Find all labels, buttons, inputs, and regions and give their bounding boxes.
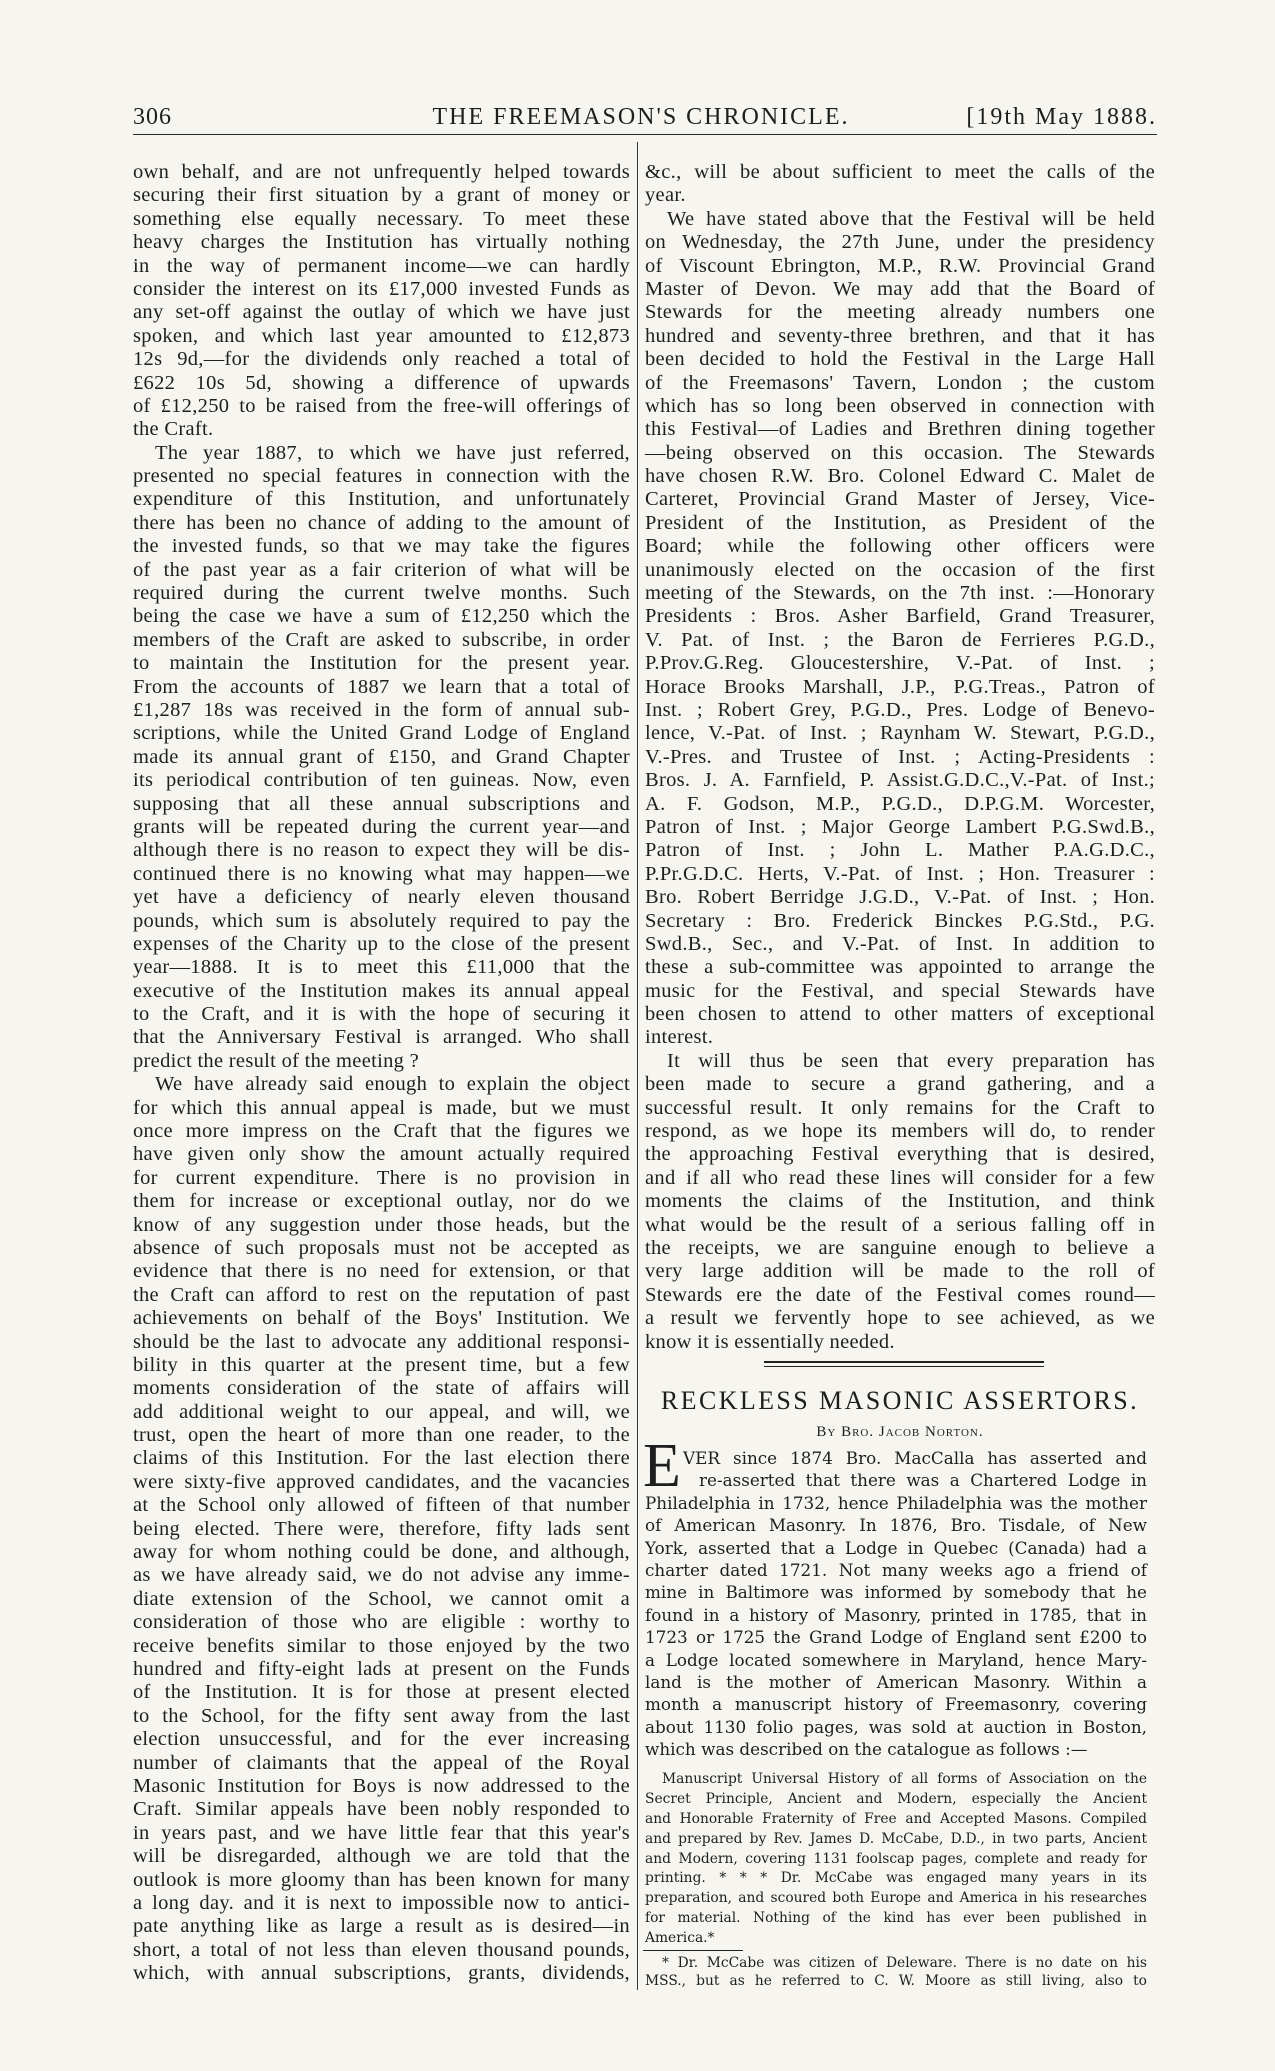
text-line: year—1888. It is to meet this £11,000 that the: [133, 956, 630, 979]
text-line: of the past year as a fair criterion of what will be: [133, 558, 630, 581]
text-line: its periodical contribution of ten guineas. Now, even: [133, 769, 630, 792]
text-line: Masonic Institution for Boys is now addressed to the: [133, 1774, 630, 1797]
text-line: We have already said enough to explain the object: [155, 1073, 630, 1096]
text-line: on Wednesday, the 27th June, under the presidency: [645, 231, 1155, 254]
text-line: land is the mother of American Masonry. Within a: [645, 1671, 1147, 1692]
text-line: to maintain the Institution for the present year.: [133, 652, 630, 675]
text-line: MSS., but as he referred to C. W. Moore as still living, also to: [645, 1973, 1147, 1990]
text-line: know of any suggestion under those heads, but the: [133, 1213, 630, 1236]
text-line: It will thus be seen that every preparation has: [667, 1049, 1155, 1072]
text-line: the invested funds, so that we may take the figures: [133, 535, 630, 558]
text-line: pounds, which sum is absolutely required to pay the: [133, 909, 630, 932]
text-line: that the Anniversary Festival is arranged. Who shall: [133, 1026, 630, 1049]
text-line: the Craft.: [133, 418, 214, 441]
text-line: the approaching Festival everything that is desired,: [645, 1143, 1155, 1166]
text-line: as we have already said, we do not advise any imme-: [133, 1564, 630, 1587]
text-line: Stewards for the meeting already numbers one: [645, 301, 1155, 324]
article-body: [645, 1447, 1147, 1760]
text-line: Secret Principle, Ancient and Modern, especially the Ancient: [645, 1790, 1147, 1807]
paragraph: [133, 1073, 630, 1985]
text-line: and if all who read these lines will consider for a few: [645, 1166, 1155, 1189]
article-title: RECKLESS MASONIC ASSERTORS.: [660, 1386, 1140, 1415]
text-line: Philadelphia in 1732, hence Philadelphia was the mother: [645, 1492, 1147, 1513]
text-line: a Lodge located somewhere in Maryland, hence Mary-: [645, 1649, 1147, 1670]
text-line: £1,287 18s was received in the form of annual sub-: [133, 698, 630, 721]
text-line: them for increase or exceptional outlay, nor do we: [133, 1190, 630, 1213]
text-line: which was described on the catalogue as follows :—: [645, 1739, 1088, 1760]
text-line: what would be the result of a serious falling off in: [645, 1213, 1155, 1236]
text-line: although there is no reason to expect they will be dis-: [133, 839, 630, 862]
text-line: receive benefits similar to those enjoyed by the two: [133, 1634, 630, 1657]
text-line: heavy charges the Institution has virtually nothing: [133, 231, 630, 254]
text-line: mine in Baltimore was informed by somebody that he: [645, 1582, 1147, 1603]
text-line: number of claimants that the appeal of the Royal: [133, 1751, 630, 1774]
text-line: and Modern, covering 1131 foolscap pages, complete and ready for: [645, 1850, 1147, 1867]
text-line: Patron of Inst. ; Major George Lambert P.G.Swd.B.,: [645, 815, 1155, 838]
text-line: Master of Devon. We may add that the Board of: [645, 277, 1155, 300]
text-line: Bros. J. A. Farnfield, P. Assist.G.D.C.,V.-Pat. of Inst.;: [645, 769, 1155, 792]
column-divider: [637, 142, 638, 1990]
text-line: to the School, for the fifty sent away from the last: [133, 1704, 630, 1727]
text-line: were sixty-five approved candidates, and the vacancies: [133, 1470, 630, 1493]
text-line: Swd.B., Sec., and V.-Pat. of Inst. In addition to: [645, 932, 1155, 955]
text-line: respond, as we hope its members will do, to render: [645, 1120, 1155, 1143]
text-line: about 1130 folio pages, was sold at auction in Boston,: [645, 1716, 1147, 1737]
text-line: achievements on behalf of the Boys' Institution. We: [133, 1307, 630, 1330]
text-line: month a manuscript history of Freemasonry, covering: [645, 1694, 1147, 1715]
text-line: to the Craft, and it is with the hope of securing it: [133, 1003, 630, 1026]
text-line: election unsuccessful, and for the ever increasing: [133, 1728, 630, 1751]
text-line: members of the Craft are asked to subscribe, in order: [133, 628, 630, 651]
text-line: a result we fervently hope to see achieved, as we: [645, 1307, 1155, 1330]
text-line: hundred and seventy-three brethren, and that it has: [645, 324, 1155, 347]
text-line: * Dr. McCabe was citizen of Deleware. There is no date on his: [662, 1955, 1147, 1971]
text-line: successful result. It only remains for the Craft to: [645, 1096, 1155, 1119]
text-line: of £12,250 to be raised from the free-will offerings of: [133, 394, 630, 417]
text-line: diate extension of the School, we cannot omit a: [133, 1587, 630, 1610]
text-line: Carteret, Provincial Grand Master of Jersey, Vice-: [645, 488, 1155, 511]
paragraph: [645, 1770, 1147, 1949]
paragraph: [645, 161, 1155, 208]
text-line: trust, open the heart of more than one reader, to the: [133, 1424, 630, 1447]
text-line: very large addition will be made to the roll of: [645, 1260, 1155, 1283]
text-line: been decided to hold the Festival in the Large Hall: [645, 348, 1155, 371]
text-line: £622 10s 5d, showing a difference of upwards: [133, 371, 630, 394]
text-line: Presidents : Bros. Asher Barfield, Grand Treasurer,: [645, 605, 1155, 628]
text-line: unanimously elected on the occasion of the first: [645, 558, 1155, 581]
header-rule: [133, 134, 1157, 135]
column-left: [133, 161, 630, 1985]
text-line: at the School only allowed of fifteen of that number: [133, 1494, 630, 1517]
text-line: printing. * * * Dr. McCabe was engaged many years in its: [645, 1870, 1147, 1887]
text-line: being the case we have a sum of £12,250 which the: [133, 605, 630, 628]
text-line: something else equally necessary. To meet these: [133, 207, 630, 230]
text-line: P.Prov.G.Reg. Gloucestershire, V.-Pat. of Inst. ;: [645, 652, 1155, 675]
drop-cap: E: [643, 1432, 681, 1500]
text-line: there has been no chance of adding to the amount of: [133, 511, 630, 534]
text-line: evidence that there is no need for extension, or that: [133, 1260, 630, 1283]
text-line: and Honorable Fraternity of Free and Accepted Masons. Compiled: [645, 1810, 1147, 1827]
text-line: these a sub-committee was appointed to arrange the: [645, 956, 1155, 979]
text-line: predict the result of the meeting ?: [133, 1049, 420, 1072]
text-line: will be disregarded, although we are told that the: [133, 1845, 630, 1868]
text-line: of the Institution. It is for those at present elected: [133, 1681, 630, 1704]
text-line: required during the current twelve months. Such: [133, 582, 630, 605]
text-line: Craft. Similar appeals have been nobly responded to: [133, 1798, 630, 1821]
text-line: any set-off against the outlay of which we have just: [133, 301, 630, 324]
text-line: Horace Brooks Marshall, J.P., P.G.Treas., Patron of: [645, 675, 1155, 698]
text-line: in years past, and we have little fear that this year's: [133, 1821, 630, 1844]
text-line: Manuscript Universal History of all forms of Association on the: [662, 1771, 1147, 1787]
text-line: Board; while the following other officers were: [645, 535, 1155, 558]
text-line: Bro. Robert Berridge J.G.D., V.-Pat. of Inst. ; Hon.: [645, 886, 1155, 909]
text-line: America.*: [645, 1930, 715, 1947]
text-line: Inst. ; Robert Grey, P.G.D., Pres. Lodge of Benevo-: [645, 698, 1155, 721]
text-line: grants will be repeated during the current year—and: [133, 815, 630, 838]
footnote: [645, 1954, 1147, 1991]
text-line: moments consideration of the state of affairs will: [133, 1377, 630, 1400]
text-line: consideration of those who are eligible : worthy to: [133, 1611, 630, 1634]
text-line: of Viscount Ebrington, M.P., R.W. Provincial Grand: [645, 254, 1155, 277]
text-line: V. Pat. of Inst. ; the Baron de Ferrieres P.G.D.,: [645, 628, 1155, 651]
text-line: Secretary : Bro. Frederick Binckes P.G.Std., P.G.: [645, 909, 1155, 932]
text-line: have given only show the amount actually required: [133, 1143, 630, 1166]
text-line: interest.: [645, 1026, 714, 1049]
text-line: for current expenditure. There is no provision in: [133, 1166, 630, 1189]
text-line: preparation, and scoured both Europe and America in his researches: [645, 1890, 1147, 1907]
text-line: made its annual grant of £150, and Grand Chapter: [133, 745, 630, 768]
text-line: 12s 9d,—for the dividends only reached a total of: [133, 348, 630, 371]
text-line: the Craft can afford to rest on the reputation of past: [133, 1283, 630, 1306]
text-line: securing their first situation by a grant of money or: [133, 184, 630, 207]
text-line: P.Pr.G.D.C. Herts, V.-Pat. of Inst. ; Hon. Treasurer :: [645, 862, 1155, 885]
text-line: We have stated above that the Festival will be held: [667, 207, 1155, 230]
text-line: for material. Nothing of the kind has ever been published in: [645, 1910, 1147, 1927]
text-line: been chosen to attend to other matters of exceptional: [645, 1003, 1155, 1026]
page-number: 306: [133, 104, 172, 130]
text-line: VER since 1874 Bro. MacCalla has asserted and: [683, 1448, 1147, 1468]
text-line: From the accounts of 1887 we learn that a total of: [133, 675, 630, 698]
text-line: pate anything like as large a result as is desired—in: [133, 1915, 630, 1938]
text-line: meeting of the Stewards, on the 7th inst. :—Honorary: [645, 582, 1155, 605]
text-line: consider the interest on its £17,000 invested Funds as: [133, 277, 630, 300]
text-line: expenditure of this Institution, and unfortunately: [133, 488, 630, 511]
text-line: supposing that all these annual subscriptions and: [133, 792, 630, 815]
text-line: continued there is no knowing what may happen—we: [133, 862, 630, 885]
paragraph: [133, 442, 630, 1074]
text-line: spoken, and which last year amounted to £12,873: [133, 324, 630, 347]
text-line: expenses of the Charity up to the close of the present: [133, 932, 630, 955]
text-line: the receipts, we are sanguine enough to believe a: [645, 1236, 1155, 1259]
text-line: and prepared by Rev. James D. McCabe, D.D., in two parts, Ancient: [645, 1830, 1147, 1847]
text-line: in the way of permanent income—we can hardly: [133, 254, 630, 277]
text-line: executive of the Institution makes its annual appeal: [133, 979, 630, 1002]
text-line: a long day. and it is next to impossible now to antici-: [133, 1891, 630, 1914]
text-line: presented no special features in connection with the: [133, 465, 630, 488]
text-line: away for whom nothing could be done, and although,: [133, 1541, 630, 1564]
text-line: —being observed on this occasion. The Stewards: [645, 441, 1155, 464]
paragraph: [645, 208, 1155, 1050]
text-line: for which this annual appeal is made, but we must: [133, 1096, 630, 1119]
text-line: yet have a deficiency of nearly eleven thousand: [133, 886, 630, 909]
text-line: own behalf, and are not unfrequently helped towards: [133, 161, 630, 183]
text-line: A. F. Godson, M.P., P.G.D., D.P.G.M. Worcester,: [645, 792, 1155, 815]
paragraph: [645, 1050, 1155, 1354]
text-line: charter dated 1721. Not many weeks ago a friend of: [645, 1559, 1147, 1580]
text-line: absence of such proposals must not be accepted as: [133, 1236, 630, 1259]
text-line: V.-Pres. and Trustee of Inst. ; Acting-Presidents :: [645, 745, 1155, 768]
text-line: of American Masonry. In 1876, Bro. Tisdale, of New: [645, 1515, 1147, 1536]
issue-date: [19th May 1888.: [966, 104, 1157, 130]
footnote-rule: [643, 1950, 743, 1951]
text-line: lence, V.-Pat. of Inst. ; Raynham W. Stewart, P.G.D.,: [645, 722, 1155, 745]
text-line: this Festival—of Ladies and Brethren dining together: [645, 418, 1155, 441]
paragraph: [645, 1954, 1147, 1991]
text-line: music for the Festival, and special Stewards have: [645, 979, 1155, 1002]
text-line: have chosen R.W. Bro. Colonel Edward C. Malet de: [645, 465, 1155, 488]
text-line: York, asserted that a Lodge in Quebec (Canada) had a: [645, 1537, 1147, 1558]
text-line: bility in this quarter at the present time, but a few: [133, 1353, 630, 1376]
text-line: which, with annual subscriptions, grants, dividends,: [133, 1962, 630, 1985]
article-byline: By Bro. Jacob Norton.: [816, 1424, 984, 1440]
block-quote: [645, 1770, 1147, 1949]
text-line: short, a total of not less than eleven thousand pounds,: [133, 1938, 630, 1961]
text-line: year.: [645, 184, 686, 207]
text-line: scriptions, while the United Grand Lodge of England: [133, 722, 630, 745]
text-line: The year 1887, to which we have just referred,: [155, 441, 630, 464]
text-line: Stewards ere the date of the Festival comes round—: [645, 1283, 1155, 1306]
text-line: Patron of Inst. ; John L. Mather P.A.G.D.C.,: [645, 839, 1155, 862]
text-line: moments the claims of the Institution, and think: [645, 1190, 1155, 1213]
text-line: outlook is more gloomy than has been known for many: [133, 1868, 630, 1891]
text-line: found in a history of Masonry, printed in 1785, that in: [645, 1604, 1147, 1625]
text-line: hundred and fifty-eight lads at present on the Funds: [133, 1658, 630, 1680]
text-line: &c., will be about sufficient to meet the calls of the: [645, 161, 1155, 183]
text-line: which has so long been observed in connection with: [645, 394, 1155, 417]
text-line: should be the last to advocate any additional responsi-: [133, 1330, 630, 1353]
text-line: of the Freemasons' Tavern, London ; the custom: [645, 371, 1155, 394]
section-separator: [764, 1361, 1044, 1367]
text-line: re-asserted that there was a Chartered Lodge in: [699, 1470, 1147, 1491]
paragraph: [645, 1447, 1147, 1760]
text-line: being elected. There were, therefore, fifty lads sent: [133, 1517, 630, 1540]
text-line: add additional weight to our appeal, and will, we: [133, 1400, 630, 1423]
text-line: know it is essentially needed.: [645, 1330, 895, 1353]
text-line: 1723 or 1725 the Grand Lodge of England sent £200 to: [645, 1627, 1147, 1648]
text-line: claims of this Institution. For the last election there: [133, 1447, 630, 1470]
text-line: President of the Institution, as President of the: [645, 511, 1155, 534]
column-right: [645, 161, 1155, 1354]
paragraph: [133, 161, 630, 442]
masthead-title: THE FREEMASON'S CHRONICLE.: [432, 104, 850, 130]
text-line: been made to secure a grand gathering, and a: [645, 1073, 1155, 1096]
text-line: once more impress on the Craft that the figures we: [133, 1120, 630, 1143]
